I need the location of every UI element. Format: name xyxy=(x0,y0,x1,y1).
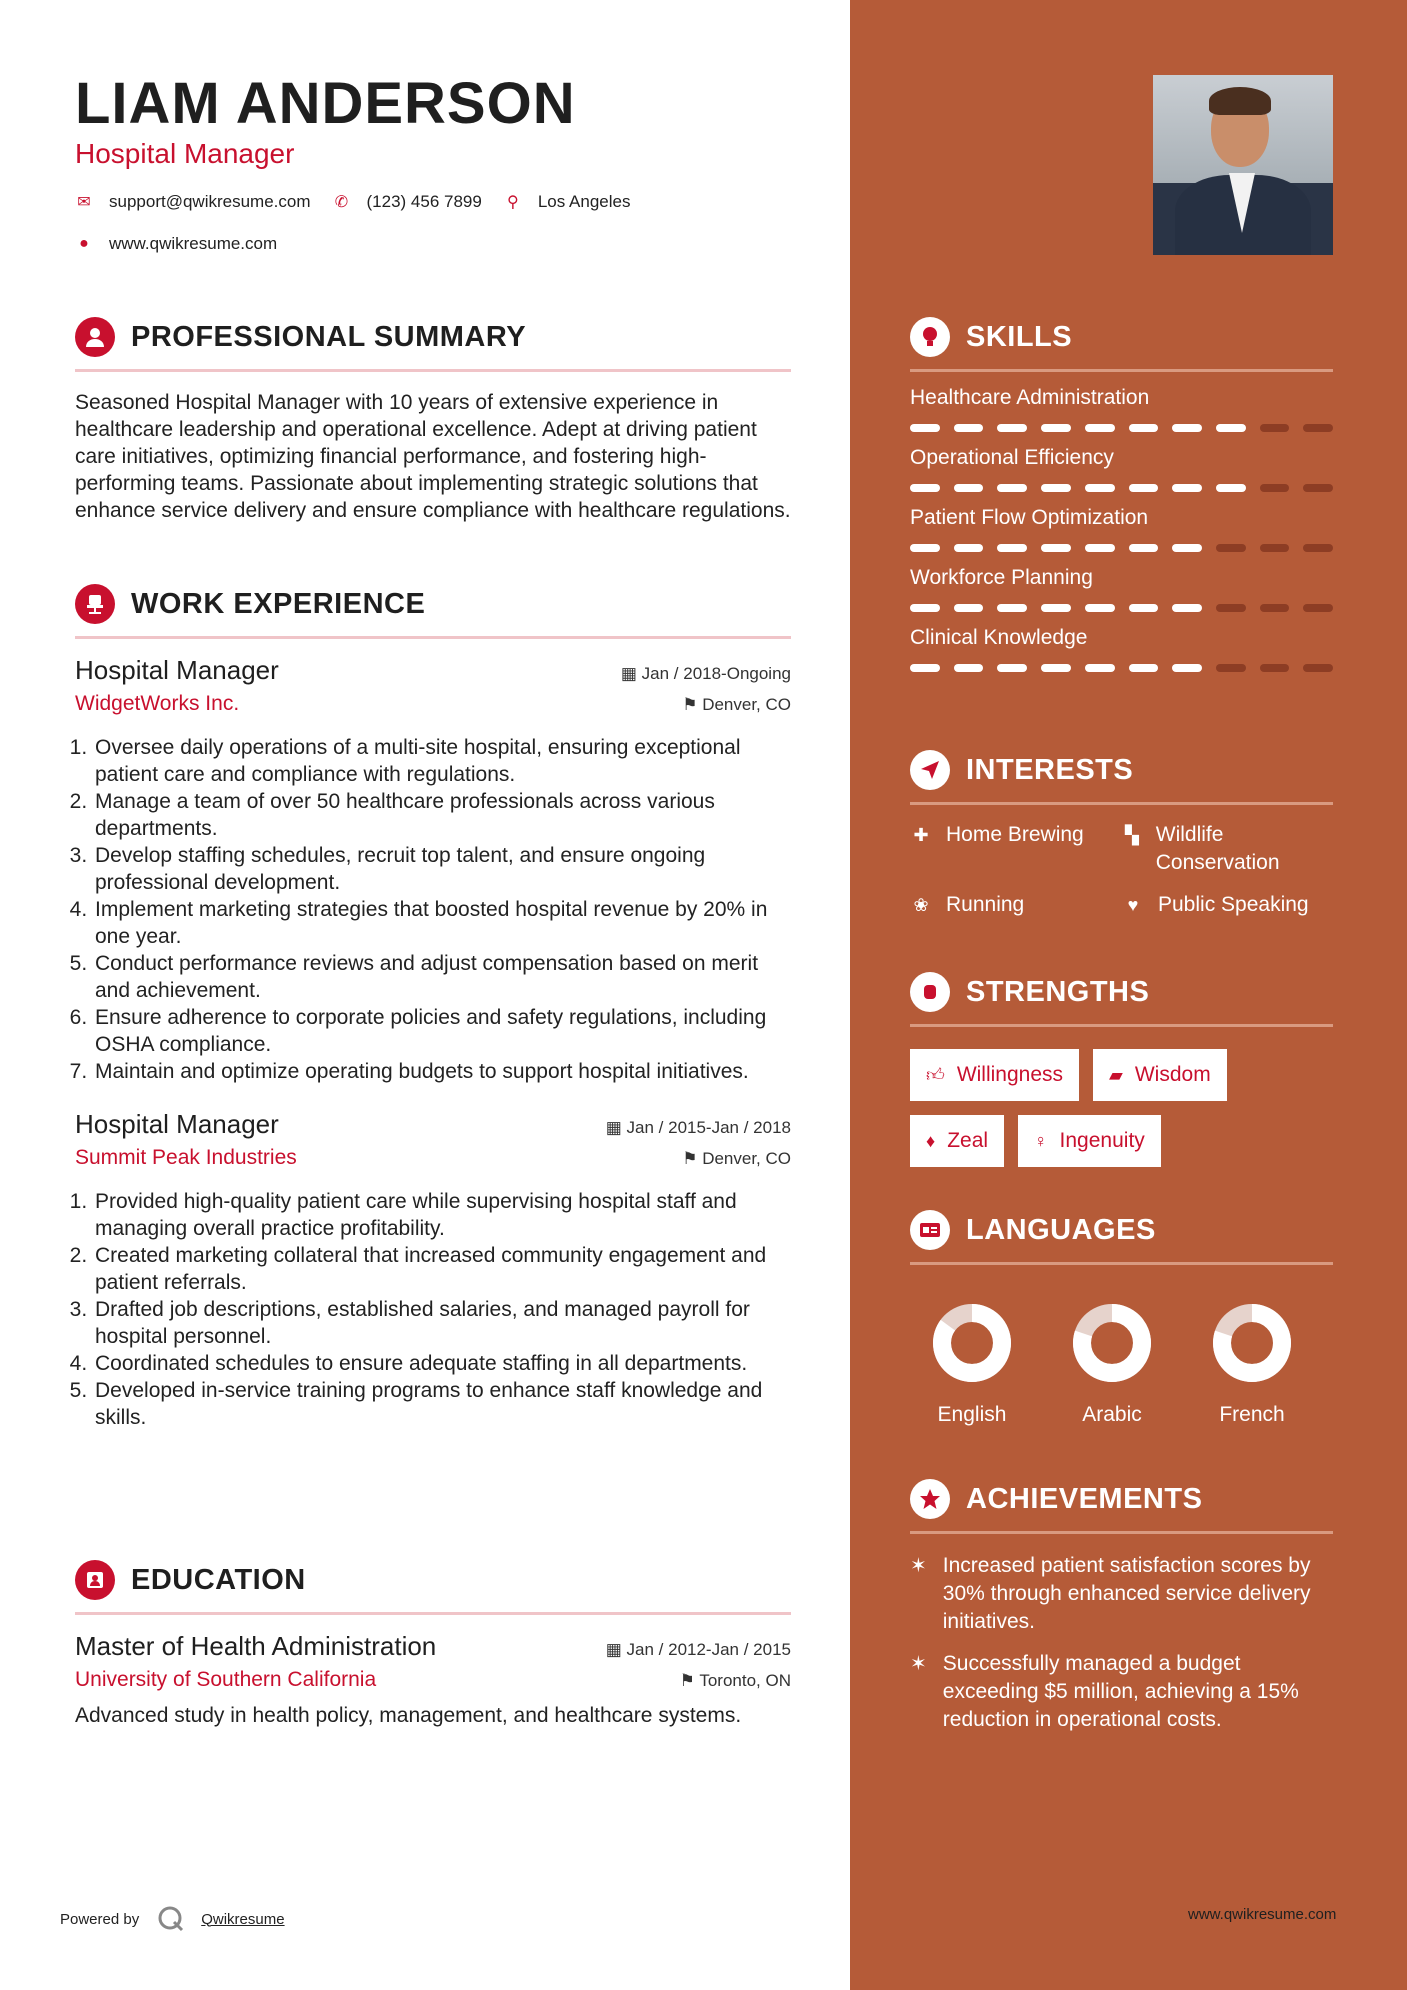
duty-item: 1. Oversee daily operations of a multi-site hospital, ensuring exceptional patient care and compliance with regulations. xyxy=(93,734,791,788)
strengths-title: STRENGTHS xyxy=(966,975,1150,1008)
heartbeat-icon: ♥ xyxy=(1127,895,1139,915)
skill-level-segment xyxy=(997,604,1027,612)
skill-level-segment xyxy=(954,484,984,492)
strength-tag: ♦ Zeal xyxy=(910,1115,1004,1167)
education-location: ⚑ Toronto, ON xyxy=(679,1671,791,1690)
job-location: ⚑ Denver, CO xyxy=(682,1149,791,1168)
pin-icon: ⚑ xyxy=(679,1671,695,1690)
skill-level-segment xyxy=(1303,424,1333,432)
job-entry xyxy=(75,1109,791,1431)
skill-level-segment xyxy=(1172,604,1202,612)
footer-website[interactable]: www.qwikresume.com xyxy=(1188,1906,1337,1923)
book-icon: ▰ xyxy=(1109,1064,1123,1085)
pin-icon: ⚑ xyxy=(682,695,698,714)
fist-icon xyxy=(910,972,950,1012)
skill-level-segment xyxy=(1172,544,1202,552)
user-icon xyxy=(75,317,115,357)
lightbulb-icon: ♀ xyxy=(1034,1130,1048,1151)
summary-text: Seasoned Hospital Manager with 10 years of extensive experience in healthcare leadership and operational excellence. Adept at driving patient care initiatives, optimizing financial performance, and fostering high-performing teams. Passionate about implementing strategic solutions that enhance service delivery and ensure compliance with healthcare regulations. xyxy=(75,391,791,522)
website-row xyxy=(75,234,277,254)
interest-item: ✚ Home Brewing xyxy=(910,821,1122,877)
office-chair-icon xyxy=(75,584,115,624)
skill-level-segment xyxy=(1303,664,1333,672)
languages-list xyxy=(928,1301,1333,1427)
skill-level-segment xyxy=(1085,484,1115,492)
skill-level-segment xyxy=(954,664,984,672)
phone-text: (123) 456 7899 xyxy=(366,192,482,211)
calendar-icon: ▦ xyxy=(605,1640,622,1659)
skill-level-segment xyxy=(1129,544,1159,552)
job-title: Hospital Manager xyxy=(75,655,279,685)
language-item xyxy=(1208,1301,1296,1427)
duty-item: 5. Conduct performance reviews and adjust compensation based on merit and achievement. xyxy=(93,950,791,1004)
achievements-section xyxy=(910,1477,1333,1734)
skill-name: Patient Flow Optimization xyxy=(910,506,1149,529)
duty-item: 2. Manage a team of over 50 healthcare professionals across various departments. xyxy=(93,788,791,842)
qwikresume-link[interactable]: Qwikresume xyxy=(201,1910,285,1928)
skill-level-bar xyxy=(910,544,1333,552)
calendar-icon: ▦ xyxy=(620,664,637,683)
contact-row xyxy=(75,192,630,212)
skill-level-segment xyxy=(1129,484,1159,492)
strength-tag: ▰ Wisdom xyxy=(1093,1049,1227,1101)
skill-level-segment xyxy=(1216,544,1246,552)
achievement-item: ✶ Successfully managed a budget exceeding $5 million, achieving a 15% reduction in operational costs. xyxy=(910,1652,1299,1731)
website-link[interactable]: www.qwikresume.com xyxy=(109,234,278,253)
skill-level-segment xyxy=(997,484,1027,492)
skill-level-segment xyxy=(910,604,940,612)
interest-item: ❀ Running xyxy=(910,891,1122,919)
pin-icon: ⚑ xyxy=(682,1149,698,1168)
skill-level-segment xyxy=(1260,664,1290,672)
skill-level-bar xyxy=(910,484,1333,492)
skill-level-bar xyxy=(910,604,1333,612)
job-entry xyxy=(75,655,791,1085)
skill-level-segment xyxy=(954,544,984,552)
skill-name: Healthcare Administration xyxy=(910,386,1150,409)
skills-section xyxy=(910,315,1333,672)
skill-item xyxy=(910,506,1333,552)
skill-level-segment xyxy=(1260,604,1290,612)
job-duties xyxy=(93,734,791,1085)
school-name: University of Southern California xyxy=(75,1668,377,1691)
skill-level-segment xyxy=(1041,484,1071,492)
skill-level-segment xyxy=(954,604,984,612)
skill-level-segment xyxy=(910,484,940,492)
duty-item: 3. Develop staffing schedules, recruit top talent, and ensure ongoing professional development. xyxy=(93,842,791,896)
language-name: English xyxy=(937,1403,1007,1426)
thumbs-up-icon: 👍︎ xyxy=(926,1065,945,1085)
candidate-role: Hospital Manager xyxy=(75,138,295,169)
skill-level-segment xyxy=(1303,544,1333,552)
skill-level-segment xyxy=(1172,664,1202,672)
language-icon xyxy=(910,1210,950,1250)
languages-title: LANGUAGES xyxy=(966,1213,1156,1246)
skill-level-segment xyxy=(1085,664,1115,672)
skill-item xyxy=(910,566,1333,612)
achievement-item: ✶ Increased patient satisfaction scores by 30% through enhanced service delivery initiatives. xyxy=(910,1554,1311,1633)
skill-level-segment xyxy=(1303,604,1333,612)
skill-level-segment xyxy=(1216,664,1246,672)
skill-level-segment xyxy=(1260,544,1290,552)
experience-section xyxy=(75,582,791,1431)
skill-level-bar xyxy=(910,424,1333,432)
job-location: ⚑ Denver, CO xyxy=(682,695,791,714)
globe-icon: ● xyxy=(79,235,89,252)
location-pin-icon: ⚲ xyxy=(506,194,519,211)
email-icon: ✉ xyxy=(77,194,91,211)
skill-level-bar xyxy=(910,664,1333,672)
strength-tag: ♀ Ingenuity xyxy=(1018,1115,1161,1167)
paper-plane-icon xyxy=(910,750,950,790)
skill-level-segment xyxy=(1216,604,1246,612)
skill-level-segment xyxy=(1129,424,1159,432)
skill-level-segment xyxy=(1172,424,1202,432)
candidate-name: LIAM ANDERSON xyxy=(75,71,576,136)
duty-item: 6. Ensure adherence to corporate policies and safety regulations, including OSHA compliance. xyxy=(93,1004,791,1058)
calendar-icon: ▦ xyxy=(605,1118,622,1137)
language-item xyxy=(928,1301,1016,1427)
job-duties xyxy=(93,1188,791,1431)
duty-item: 5. Developed in-service training programs to enhance staff knowledge and skills. xyxy=(93,1377,791,1431)
skill-level-segment xyxy=(1216,424,1246,432)
fire-icon: ♦ xyxy=(926,1130,936,1151)
skill-level-segment xyxy=(1260,424,1290,432)
language-level-donut xyxy=(1210,1301,1294,1385)
strengths-section xyxy=(910,970,1333,1167)
interests-title: INTERESTS xyxy=(966,753,1134,786)
skill-item xyxy=(910,446,1333,492)
summary-title: PROFESSIONAL SUMMARY xyxy=(131,320,527,353)
duty-item: 3. Drafted job descriptions, established salaries, and managed payroll for hospital personnel. xyxy=(93,1296,791,1350)
skill-name: Operational Efficiency xyxy=(910,446,1114,469)
star-badge-icon: ✶ xyxy=(910,1653,927,1675)
graduate-icon xyxy=(75,1560,115,1600)
paw-icon: ❀ xyxy=(913,895,929,915)
map-icon: ▚ xyxy=(1124,825,1139,845)
skill-level-segment xyxy=(997,544,1027,552)
language-name: Arabic xyxy=(1082,1403,1142,1426)
strengths-list xyxy=(910,1049,1333,1167)
duty-item: 4. Implement marketing strategies that boosted hospital revenue by 20% in one year. xyxy=(93,896,791,950)
skill-level-segment xyxy=(910,424,940,432)
language-item xyxy=(1068,1301,1156,1427)
education-dates: ▦ Jan / 2012-Jan / 2015 xyxy=(605,1640,791,1659)
experience-title: WORK EXPERIENCE xyxy=(131,587,426,620)
degree-title: Master of Health Administration xyxy=(75,1631,437,1661)
achievements-title: ACHIEVEMENTS xyxy=(966,1482,1203,1515)
qwikresume-logo-icon xyxy=(157,1905,185,1933)
skills-list xyxy=(910,386,1333,672)
location-text: Los Angeles xyxy=(537,192,631,211)
skill-level-segment xyxy=(1041,424,1071,432)
skill-level-segment xyxy=(1085,544,1115,552)
education-description: Advanced study in health policy, management, and healthcare systems. xyxy=(75,1704,742,1727)
summary-section xyxy=(75,315,791,524)
duty-item: 1. Provided high-quality patient care while supervising hospital staff and managing overall practice profitability. xyxy=(93,1188,791,1242)
email-link[interactable]: support@qwikresume.com xyxy=(109,192,311,211)
star-badge-icon: ✶ xyxy=(910,1555,927,1577)
job-title: Hospital Manager xyxy=(75,1109,279,1139)
job-company: WidgetWorks Inc. xyxy=(75,692,240,715)
profile-photo xyxy=(1153,75,1333,255)
interests-list xyxy=(910,821,1333,919)
language-level-donut xyxy=(930,1301,1014,1385)
education-title: EDUCATION xyxy=(131,1563,306,1596)
skill-name: Clinical Knowledge xyxy=(910,626,1088,649)
skill-level-segment xyxy=(1085,604,1115,612)
skill-level-segment xyxy=(1129,664,1159,672)
skill-level-segment xyxy=(1129,604,1159,612)
skill-level-segment xyxy=(1303,484,1333,492)
language-level-donut xyxy=(1070,1301,1154,1385)
duty-item: 2. Created marketing collateral that increased community engagement and patient referrals. xyxy=(93,1242,791,1296)
interest-item: ♥ Public Speaking xyxy=(1122,891,1333,919)
skill-level-segment xyxy=(954,424,984,432)
duty-item: 7. Maintain and optimize operating budgets to support hospital initiatives. xyxy=(93,1058,791,1085)
job-company: Summit Peak Industries xyxy=(75,1146,297,1169)
skill-item xyxy=(910,386,1333,432)
skill-level-segment xyxy=(997,664,1027,672)
powered-by-text: Powered by xyxy=(60,1910,140,1928)
job-dates: ▦ Jan / 2015-Jan / 2018 xyxy=(605,1118,791,1137)
skill-level-segment xyxy=(910,664,940,672)
strength-tag: 👍︎ Willingness xyxy=(910,1049,1079,1101)
skill-item xyxy=(910,626,1333,672)
skill-level-segment xyxy=(1085,424,1115,432)
skill-level-segment xyxy=(1041,664,1071,672)
interest-item: ▚ Wildlife Conservation xyxy=(1122,821,1333,877)
interests-section xyxy=(910,748,1333,919)
star-icon xyxy=(910,1479,950,1519)
skill-level-segment xyxy=(997,424,1027,432)
job-dates: ▦ Jan / 2018-Ongoing xyxy=(620,664,791,683)
skill-level-segment xyxy=(910,544,940,552)
language-name: French xyxy=(1219,1403,1285,1426)
skills-title: SKILLS xyxy=(966,320,1073,353)
skill-level-segment xyxy=(1041,544,1071,552)
skill-level-segment xyxy=(1172,484,1202,492)
education-section xyxy=(75,1558,791,1729)
footer-powered-by xyxy=(60,1905,285,1933)
puzzle-icon: ✚ xyxy=(913,825,929,845)
lightbulb-icon xyxy=(910,317,950,357)
duty-item: 4. Coordinated schedules to ensure adequate staffing in all departments. xyxy=(93,1350,791,1377)
skill-name: Workforce Planning xyxy=(910,566,1093,589)
skill-level-segment xyxy=(1260,484,1290,492)
phone-icon: ✆ xyxy=(334,194,349,211)
skill-level-segment xyxy=(1041,604,1071,612)
languages-section xyxy=(910,1208,1333,1427)
skill-level-segment xyxy=(1216,484,1246,492)
